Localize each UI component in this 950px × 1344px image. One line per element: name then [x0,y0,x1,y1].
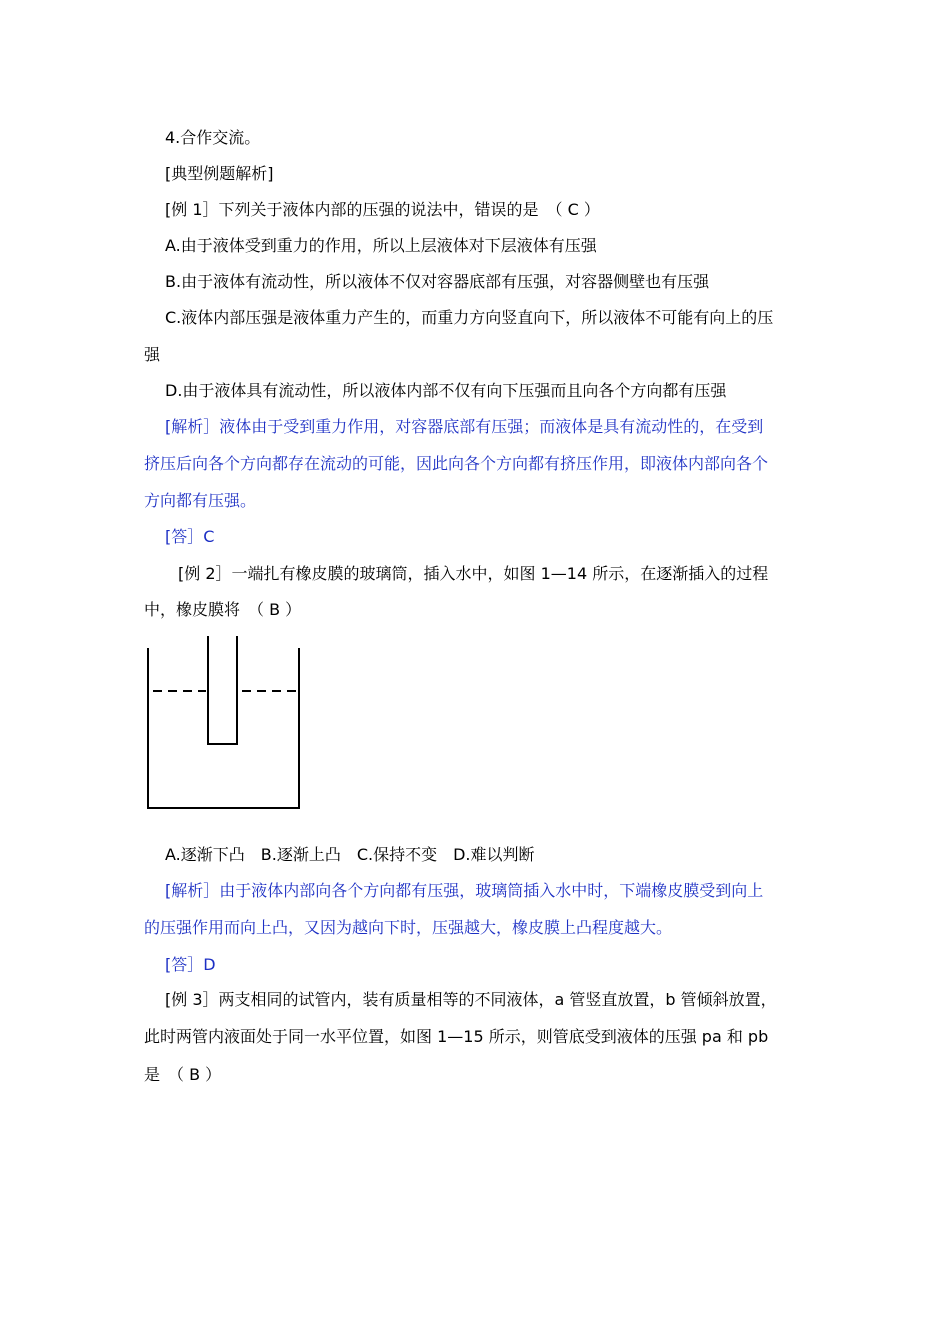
section-title: 4.合作交流。 [165,128,261,147]
example2-options: A.逐渐下凸 B.逐渐上凸 C.保持不变 D.难以判断 [165,845,535,864]
example1-answer: [答］C [165,527,215,546]
example1-analysis-line3: 方向都有压强。 [144,491,257,510]
example1-analysis-line1: [解析］液体由于受到重力作用，对容器底部有压强；而液体是具有流动性的，在受到 [165,417,764,436]
example1-option-c-cont: 强 [144,345,161,364]
example2-analysis-line1: [解析］由于液体内部向各个方向都有压强，玻璃筒插入水中时，下端橡皮膜受到向上 [165,881,764,900]
example1-option-d: D.由于液体具有流动性，所以液体内部不仅有向下压强而且向各个方向都有压强 [165,381,727,400]
example2-question-line1: [例 2］一端扎有橡皮膜的玻璃筒，插入水中，如图 1—14 所示，在逐渐插入的过程 [178,564,769,583]
example2-analysis-line2: 的压强作用而向上凸，又因为越向下时，压强越大，橡皮膜上凸程度越大。 [144,918,673,937]
example2-answer: [答］D [165,955,216,974]
container-outline [148,648,299,808]
example1-option-a: A.由于液体受到重力的作用，所以上层液体对下层液体有压强 [165,236,597,255]
example3-question-line3: 是 （ B ） [144,1065,222,1084]
glass-tube [208,636,237,744]
glass-tube-diagram [144,632,304,812]
subsection-heading: [典型例题解析] [165,164,274,183]
example1-option-c: C.液体内部压强是液体重力产生的，而重力方向竖直向下，所以液体不可能有向上的压 [165,308,774,327]
example1-option-b: B.由于液体有流动性，所以液体不仅对容器底部有压强，对容器侧壁也有压强 [165,272,710,291]
example1-analysis-line2: 挤压后向各个方向都存在流动的可能，因此向各个方向都有挤压作用，即液体内部向各个 [144,454,769,473]
example3-question-line1: [例 3］两支相同的试管内，装有质量相等的不同液体，a 管竖直放置，b 管倾斜放置， [165,990,777,1009]
example3-question-line2: 此时两管内液面处于同一水平位置，如图 1—15 所示，则管底受到液体的压强 pa 和 pb [144,1027,769,1046]
example1-question: [例 1］下列关于液体内部的压强的说法中，错误的是 （ C ） [165,200,600,219]
example2-question-line2: 中，橡皮膜将 （ B ） [144,600,302,619]
